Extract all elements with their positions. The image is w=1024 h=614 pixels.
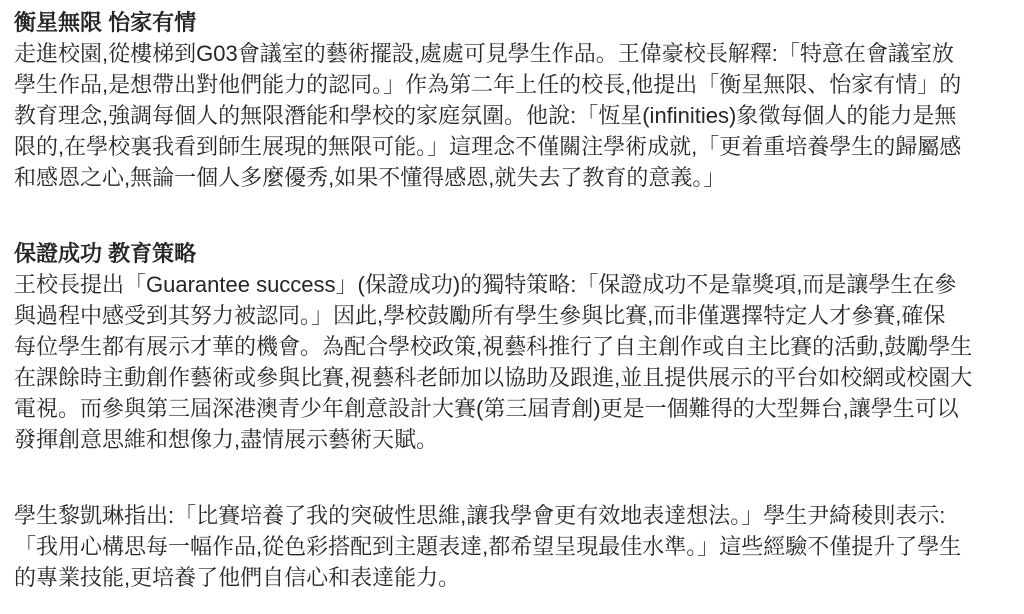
text-line: 學生黎凱琳指出:「比賽培養了我的突破性思維,讓我學會更有效地表達想法。」學生尹綺稜則表示:	[14, 503, 946, 528]
text-line: 限的,在學校裏我看到師生展現的無限可能。」這理念不僅關注學術成就,「更着重培養學生的歸屬感	[14, 134, 962, 159]
section-heading: 衡星無限 怡家有情	[14, 10, 197, 35]
text-line: 學生作品,是想帶出對他們能力的認同。」作為第二年上任的校長,他提出「衡星無限、怡家有情」的	[14, 72, 962, 97]
text-line: 在課餘時主動創作藝術或參與比賽,視藝科老師加以協助及跟進,並且提供展示的平台如校網或校園大	[14, 365, 973, 390]
section-education-strategy	[14, 238, 1008, 455]
text-line: 電視。而參與第三屆深港澳青少年創意設計大賽(第三屆青創)更是一個難得的大型舞台,讓學生可以	[14, 396, 959, 421]
section-school-vision	[14, 7, 1008, 193]
text-line: 王校長提出「Guarantee success」(保證成功)的獨特策略:「保證成功不是靠獎項,而是讓學生在參	[14, 272, 957, 297]
section-student-quotes	[14, 500, 1008, 593]
text-line: 與過程中感受到其努力被認同。」因此,學校鼓勵所有學生參與比賽,而非僅選擇特定人才參賽,確保	[14, 303, 946, 328]
section-heading: 保證成功 教育策略	[14, 241, 197, 266]
text-line: 每位學生都有展示才華的機會。為配合學校政策,視藝科推行了自主創作或自主比賽的活動,鼓勵學生	[14, 334, 973, 359]
text-line: 的專業技能,更培養了他們自信心和表達能力。	[14, 565, 461, 590]
text-line: 走進校園,從樓梯到G03會議室的藝術擺設,處處可見學生作品。王偉豪校長解釋:「特意在會議室放	[14, 41, 954, 66]
text-line: 發揮創意思維和想像力,盡情展示藝術天賦。	[14, 427, 439, 452]
text-line: 教育理念,強調每個人的無限潛能和學校的家庭氛圍。他說:「恆星(infinities)象徵每個人的能力是無	[14, 103, 957, 128]
text-line: 和感恩之心,無論一個人多麼優秀,如果不懂得感恩,就失去了教育的意義。」	[14, 165, 726, 190]
text-line: 「我用心構思每一幅作品,從色彩搭配到主題表達,都希望呈現最佳水準。」這些經驗不僅提升了學生	[14, 534, 962, 559]
